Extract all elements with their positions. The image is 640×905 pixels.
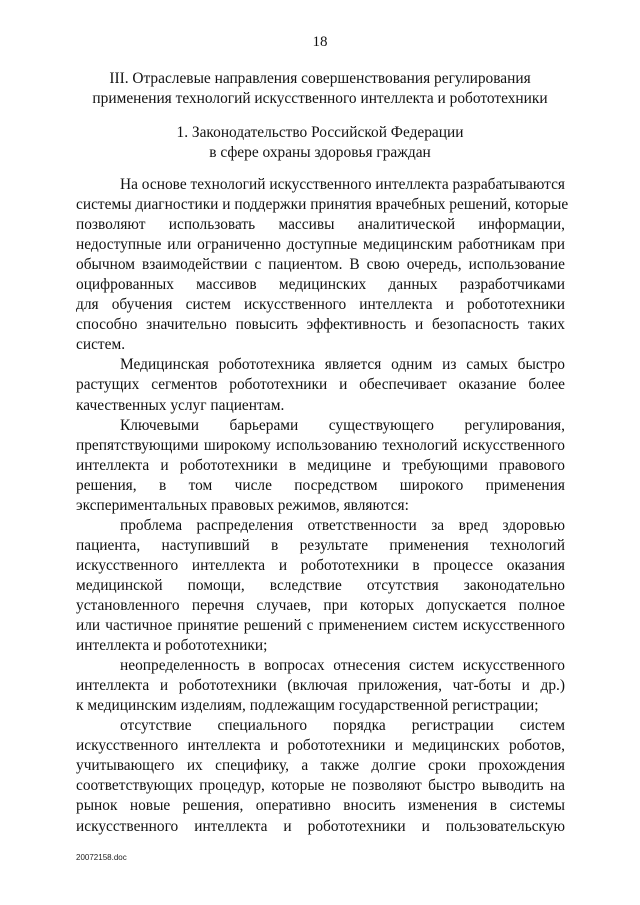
paragraph-line: соответствующих процедур, которые не позволяют быстро выводить на	[76, 777, 565, 795]
paragraph-line: Ключевыми барьерами существующего регулирования,	[120, 416, 565, 434]
paragraph-line: способно значительно повысить эффективность и безопасность таких	[76, 316, 565, 334]
subsection-title-line: в сфере охраны здоровья граждан	[209, 144, 431, 161]
paragraph-line: искусственного интеллекта и робототехники и медицинских роботов,	[76, 737, 565, 755]
paragraph-line: медицинской помощи, вследствие отсутствия законодательно	[76, 576, 565, 594]
paragraph-line: экспериментальных правовых режимов, являются:	[76, 496, 409, 514]
paragraph-line: препятствующими широкому использованию технологий искусственного	[76, 436, 565, 454]
paragraph-line: обычном взаимодействии с пациентом. В свою очередь, использование	[76, 256, 565, 274]
section-title-line: III. Отраслевые направления совершенствования регулирования	[109, 70, 531, 87]
paragraph-line: растущих сегментов робототехники и обеспечивает оказание более	[76, 376, 565, 394]
paragraph-line: На основе технологий искусственного интеллекта разрабатываются	[120, 176, 565, 193]
paragraph	[76, 656, 565, 716]
paragraph	[76, 175, 569, 355]
body-text	[76, 175, 569, 837]
paragraph-line: неопределенность в вопросах отнесения систем искусственного	[120, 657, 565, 675]
paragraph-line: проблема распределения ответственности за вред здоровью	[120, 516, 565, 534]
paragraph-line: искусственного интеллекта и робототехники и пользовательскую	[76, 817, 565, 835]
paragraph-line: для обучения систем искусственного интеллекта и робототехники	[76, 296, 565, 314]
paragraph-line: рынок новые решения, оперативно вносить изменения в системы	[76, 797, 565, 815]
subsection-title	[60, 123, 580, 163]
paragraph-line: решения, в том числе посредством широкого применения	[76, 476, 565, 494]
paragraph-line: искусственного интеллекта и робототехники в процессе оказания	[76, 556, 565, 574]
paragraph-line: Медицинская робототехника является одним из самых быстро	[120, 356, 565, 374]
paragraph-line: интеллекта и робототехники (включая приложения, чат-боты и др.)	[76, 677, 565, 695]
paragraph-line: системы диагностики и поддержки принятия врачебных решений, которые	[76, 196, 569, 214]
paragraph-line: качественных услуг пациентам.	[76, 396, 285, 414]
paragraph	[76, 716, 565, 836]
paragraph	[76, 416, 565, 516]
paragraph-line: или частичное принятие решений с применением систем искусственного	[76, 617, 565, 635]
paragraph-line: оцифрованных массивов медицинских данных разработчиками	[76, 276, 565, 294]
section-title	[60, 69, 580, 109]
section-title-line: применения технологий искусственного интеллекта и робототехники	[92, 90, 548, 107]
paragraph-line: позволяют использовать массивы аналитической информации,	[76, 216, 565, 234]
paragraph-line: установленного перечня случаев, при которых допускается полное	[76, 596, 565, 614]
paragraph-line: отсутствие специального порядка регистрации систем	[120, 717, 565, 735]
paragraph-line: интеллекта и робототехники;	[76, 637, 268, 655]
paragraph-line: интеллекта и робототехники в медицине и требующими правового	[76, 456, 565, 474]
subsection-title-line: 1. Законодательство Российской Федерации	[176, 124, 464, 141]
paragraph	[76, 355, 565, 415]
paragraph-line: недоступные или ограниченно доступные медицинским работникам при	[76, 236, 565, 254]
page-number: 18	[312, 34, 328, 50]
paragraph	[76, 516, 565, 656]
paragraph-line: пациента, наступивший в результате применения технологий	[76, 536, 565, 554]
paragraph-line: учитывающего их специфику, а также долгие сроки прохождения	[76, 757, 565, 775]
paragraph-line: к медицинским изделиям, подлежащим государственной регистрации;	[76, 697, 539, 715]
document-filename: 20072158.doc	[76, 853, 127, 862]
paragraph-line: систем.	[76, 336, 126, 354]
